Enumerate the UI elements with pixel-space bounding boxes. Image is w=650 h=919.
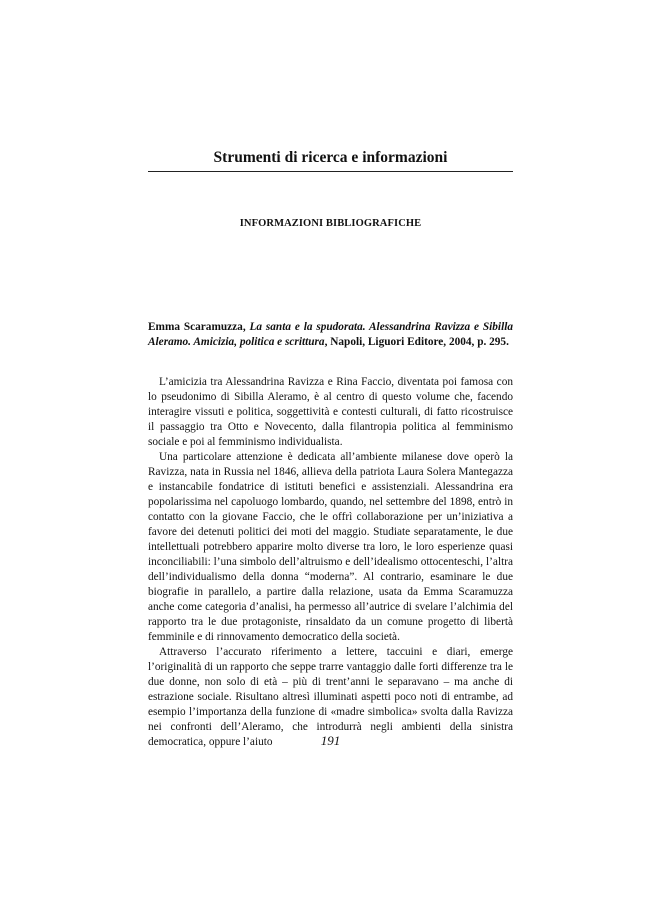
section-title: Strumenti di ricerca e informazioni	[213, 149, 448, 166]
review-body	[148, 375, 513, 750]
page-number: 191	[320, 733, 341, 748]
body-paragraph: Attraverso l’accurato riferimento a lettere, taccuini e diari, emerge l’originalità di un rapporto che seppe trarre vantaggio dalle forti differenze tra le due donne, non solo di età – più di trent’anni le separavano – ma anche di estrazione sociale. Risultano altresì illuminati aspetti poco noti di entrambe, ad esempio l’importanza della funzione di «madre simbolica» svolta dalla Ravizza nei confronti dell’Aleramo, che introdurrà negli ambienti della sinistra democratica, oppure l’aiuto	[148, 646, 513, 748]
body-paragraph: L’amicizia tra Alessandrina Ravizza e Rina Faccio, diventata poi famosa con lo pseudonimo di Sibilla Aleramo, è al centro di questo volume che, facendo interagire vissuti e politica, soggettività e contesti culturali, di fatto ricostruisce il passaggio tra Otto e Novecento, dalla filantropia politica al femminismo sociale e poi al femminismo individualista.	[148, 376, 513, 448]
body-paragraph: Una particolare attenzione è dedicata all’ambiente milanese dove operò la Ravizza, nata in Russia nel 1846, allieva della patriota Laura Solera Mantegazza e instancabile fondatrice di istituti benefici e assistenziali. Alessandrina era popolarissima nel capoluogo lombardo, quando, nel settembre del 1898, entrò in contatto con la giovane Faccio, che le offrì collaborazione per un’iniziativa a favore dei detenuti politici dei moti del maggio. Studiate separatamente, le due intellettuali potrebbero apparire molto diverse tra loro, le loro esperienze quasi inconciliabili: l’una simbolo dell’altruismo e dell’idealismo ottocenteschi, l’altra dell’individualismo della donna “moderna”. Al contrario, esaminare le due biografie in parallelo, a partire dalla relazione, usata da Emma Scaramuzza anche come categoria d’analisi, ha permesso all’autrice di svelare l’alchimia del rapporto tra le due protagoniste, rinsaldato da un comune progetto di libertà femminile e di rinnovamento democratico della società.	[148, 451, 513, 643]
reference-author: Emma Scaramuzza,	[148, 321, 246, 333]
bibliographic-reference	[148, 320, 513, 350]
title-rule	[148, 171, 513, 172]
reference-title: La santa e la spudorata. Alessandrina Ravizza e Sibilla Aleramo. Amicizia, politica e scrittura	[148, 321, 513, 348]
reference-publication: , Napoli, Liguori Editore, 2004, p. 295.	[324, 336, 509, 348]
subsection-title: INFORMAZIONI BIBLIOGRAFICHE	[239, 218, 422, 229]
